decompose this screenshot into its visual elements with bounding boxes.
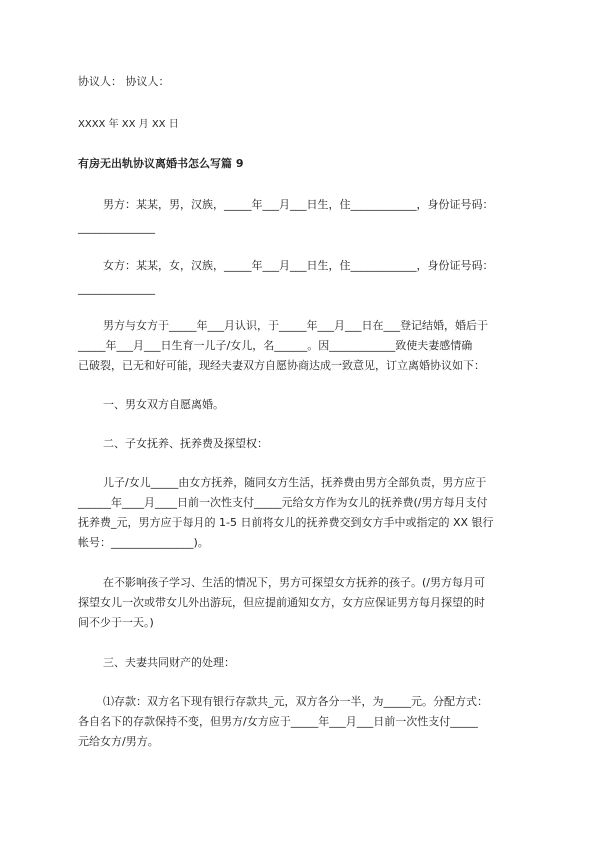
- savings-line-2: 各自名下的存款保持不变，但男方/女方应于_____年___月___日前一次性支付_____: [78, 715, 478, 728]
- signature-line: 协议人： 协议人：: [78, 75, 170, 88]
- savings-line-1: ⑴存款：双方名下现有银行存款共_元，双方各分一半，为_____元。分配方式：: [103, 695, 488, 708]
- male-party-line-2: ______________: [78, 221, 155, 234]
- section-3-heading: 三、夫妻共同财产的处理：: [103, 656, 235, 669]
- intro-line-3: 已破裂，已无和好可能，现经夫妻双方自愿协商达成一致意见，订立离婚协议如下：: [78, 359, 485, 372]
- custody-line-2: ______年____月____日前一次性支付_____元给女方作为女儿的抚养费(/男方每月支付: [78, 496, 488, 509]
- custody-line-1: 儿子/女儿_____由女方抚养，随同女方生活，抚养费由男方全部负责，男方应于: [103, 476, 487, 489]
- visitation-line-1: 在不影响孩子学习、生活的情况下，男方可探望女方抚养的孩子。(/男方每月可: [103, 576, 485, 589]
- female-party-line-1: 女方：某某，女，汉族，_____年___月___日生，住____________，身份证号码：: [103, 259, 494, 272]
- visitation-line-2: 探望女儿一次或带女儿外出游玩，但应提前通知女方，女方应保证男方每月探望的时: [78, 596, 485, 609]
- visitation-line-3: 间不少于一天。): [78, 616, 154, 629]
- intro-line-2: _____年___月___日生育一儿子/女儿，名______。因____________致使夫妻感情确: [78, 339, 473, 352]
- date-line: XXXX 年 XX 月 XX 日: [78, 119, 179, 130]
- section-1-heading: 一、男女双方自愿离婚。: [103, 398, 224, 411]
- female-party-line-2: ______________: [78, 282, 155, 295]
- document-title: 有房无出轨协议离婚书怎么写篇 9: [78, 157, 244, 170]
- savings-line-3: 元给女方/男方。: [78, 735, 159, 748]
- male-party-line-1: 男方：某某，男，汉族，_____年___月___日生，住____________，身份证号码：: [103, 198, 494, 211]
- custody-line-3: 抚养费_元，男方应于每月的 1-5 日前将女儿的抚养费交到女方手中或指定的 XX 银行: [78, 516, 494, 529]
- section-2-heading: 二、子女抚养、抚养费及探望权：: [103, 437, 268, 450]
- custody-line-4: 帐号：_______________)。: [78, 536, 209, 549]
- intro-line-1: 男方与女方于_____年___月认识，于_____年___月___日在___登记结婚，婚后于: [103, 319, 488, 332]
